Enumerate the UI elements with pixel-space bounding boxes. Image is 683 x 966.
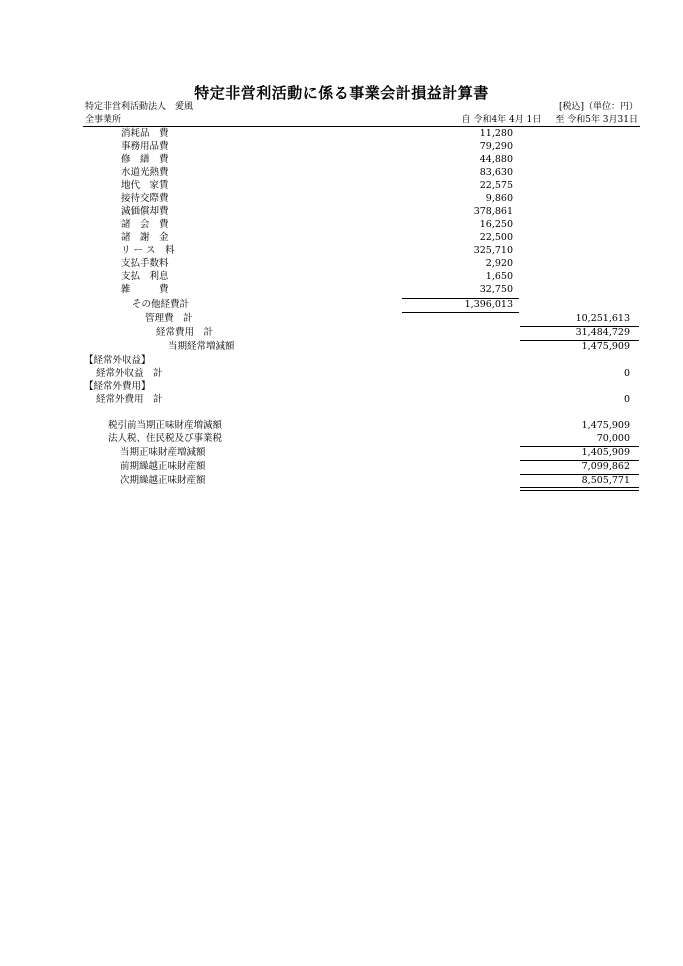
extra-expense-total-row <box>0 394 683 406</box>
unit-note: [税込]（単位：円） <box>558 102 638 112</box>
expense-value: 325,710 <box>473 245 513 256</box>
ordinary-expenses-total-value: 31,484,729 <box>575 327 630 338</box>
header-rule <box>83 126 640 127</box>
summary-label: 当期正味財産増減額 <box>120 447 206 458</box>
expense-value: 44,880 <box>479 154 513 165</box>
summary-label: 税引前当期正味財産増減額 <box>108 420 223 431</box>
expense-row <box>0 258 683 270</box>
extra-expense-total-label: 経常外費用 計 <box>96 394 163 405</box>
expense-value: 2,920 <box>485 258 513 269</box>
period-from: 自 令和4年 4月 1日 <box>461 115 542 125</box>
extra-income-total-value: 0 <box>623 368 630 379</box>
expense-label: 修 繕 費 <box>121 154 169 165</box>
summary-value: 1,475,909 <box>581 420 630 431</box>
summary-label: 法人税、住民税及び事業税 <box>108 433 223 444</box>
expense-value: 83,630 <box>479 167 513 178</box>
summary-row <box>0 420 683 432</box>
expense-label: 減価償却費 <box>121 206 169 217</box>
document-title: 特定非営利活動に係る事業会計損益計算書 <box>194 84 489 102</box>
period-to: 至 令和5年 3月31日 <box>555 115 638 125</box>
expense-label: 接待交際費 <box>121 193 169 204</box>
final-double-rule <box>520 487 639 491</box>
expense-value: 378,861 <box>473 206 513 217</box>
summary-value: 8,505,771 <box>581 475 630 486</box>
expense-value: 11,280 <box>479 128 513 139</box>
expense-value: 9,860 <box>485 193 513 204</box>
expense-row <box>0 206 683 218</box>
expense-label: 諸 謝 金 <box>121 232 169 243</box>
expense-label: 諸 会 費 <box>121 219 169 230</box>
extra-expense-header: 【経常外費用】 <box>84 381 151 392</box>
summary-value: 1,405,909 <box>581 447 630 458</box>
expense-label: 事務用品費 <box>121 141 169 152</box>
organization-name: 特定非営利活動法人 愛風 <box>85 102 194 112</box>
expense-row <box>0 271 683 283</box>
expense-row <box>0 219 683 231</box>
ordinary-change-value: 1,475,909 <box>581 341 630 352</box>
expense-label: 水道光熱費 <box>121 167 169 178</box>
expense-value: 1,650 <box>485 271 513 282</box>
expense-value: 16,250 <box>479 219 513 230</box>
summary-label: 前期繰越正味財産額 <box>120 461 206 472</box>
expense-row <box>0 141 683 153</box>
extra-income-header: 【経常外収益】 <box>84 355 151 366</box>
summary-row <box>0 447 683 459</box>
expense-label: 雑 費 <box>121 284 169 295</box>
expense-row <box>0 128 683 140</box>
expense-row <box>0 193 683 205</box>
period-range <box>462 115 638 125</box>
other-expenses-total-value: 1,396,013 <box>464 299 513 310</box>
section-header <box>0 381 683 393</box>
expense-row <box>0 167 683 179</box>
expense-label: 支払 利息 <box>121 271 169 282</box>
extra-expense-total-value: 0 <box>623 394 630 405</box>
summary-value: 7,099,862 <box>581 461 630 472</box>
expense-label: 地代 家賃 <box>121 180 169 191</box>
expense-value: 32,750 <box>479 284 513 295</box>
ordinary-change-label: 当期経常増減額 <box>168 341 235 352</box>
summary-label: 次期繰越正味財産額 <box>120 475 206 486</box>
expense-label: 消耗品 費 <box>121 128 169 139</box>
expense-row <box>0 284 683 296</box>
expense-row <box>0 180 683 192</box>
admin-total-value: 10,251,613 <box>575 313 630 324</box>
other-expenses-total-row <box>0 299 683 311</box>
expense-label: リ ー ス 料 <box>121 245 175 256</box>
admin-total-row <box>0 313 683 325</box>
scope-label: 全事業所 <box>85 115 122 125</box>
admin-total-label: 管理費 計 <box>145 313 193 324</box>
expense-value: 22,500 <box>479 232 513 243</box>
summary-row <box>0 433 683 445</box>
ordinary-expenses-total-row <box>0 327 683 339</box>
summary-value: 70,000 <box>596 433 630 444</box>
expense-value: 79,290 <box>479 141 513 152</box>
summary-row <box>0 461 683 473</box>
expense-label: 支払手数料 <box>121 258 169 269</box>
expense-row <box>0 245 683 257</box>
summary-row <box>0 475 683 487</box>
expense-value: 22,575 <box>479 180 513 191</box>
extra-income-total-label: 経常外収益 計 <box>96 368 163 379</box>
ordinary-change-row <box>0 341 683 353</box>
ordinary-expenses-total-label: 経常費用 計 <box>156 327 214 338</box>
expense-row <box>0 232 683 244</box>
expense-row <box>0 154 683 166</box>
other-expenses-total-label: その他経費計 <box>132 299 190 310</box>
section-header <box>0 355 683 367</box>
extra-income-total-row <box>0 368 683 380</box>
